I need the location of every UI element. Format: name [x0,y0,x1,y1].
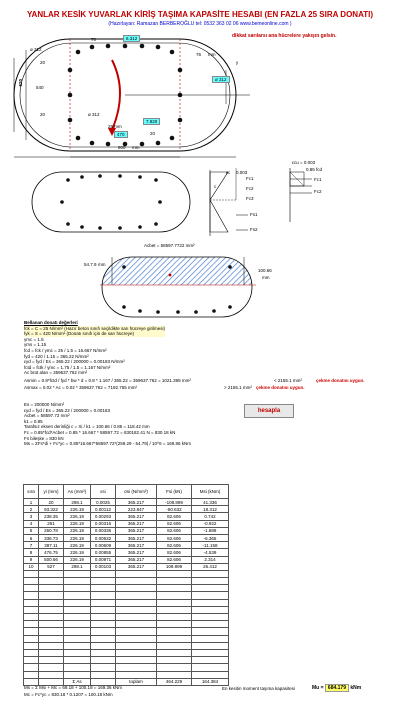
table-cell: 0.00316 [91,520,116,527]
table-cell: 9 [24,556,39,563]
calc-line-7: Ms = ΣFs*di + Fc*yc = 0.85*16.667*58597.72*(259.29 - 54.79) / 10^6 = 169.86 kNm [24,441,191,447]
cross-section-drawing [0,30,400,160]
table-cell: 238.35 [39,513,64,520]
table-cell: 226.19 [64,506,91,513]
dim-h520: 520 [17,79,23,87]
author-line: (Hazırlayan: Ramazan BERBEROĞLU tel: 0532 363 02 06 www.bemeonline.com ) [108,21,292,27]
strain-right-1: 0.85 fcd [306,167,323,172]
input-line-4: fcd = fck / γmc = 25 / 1.5 = 16.667 N/mm² [24,347,107,353]
compressed-area-label: Acbet = 58597.7722 mm² [144,243,195,248]
table-cell: 82.606 [157,556,192,563]
table-row [24,534,229,541]
table-cell: 226.19 [64,520,91,527]
compressed-right-val: 100.66 [258,268,272,273]
dim-phi-tl: ø 312 [30,47,42,52]
mu-value: 684.179 [325,684,349,692]
strain-fs1: Fs1 [250,212,258,217]
check2-right: > 2155.1 mm² [224,385,252,390]
table-row-empty [24,664,229,671]
dim-bot2: 7.820 [143,118,160,125]
table-cell: 4 [24,520,39,527]
table-cell: 2 [24,506,39,513]
table-cell: 82.606 [157,549,192,556]
table-cell: -1.688 [192,527,229,534]
table-cell: 365.217 [116,520,157,527]
table-row [24,549,229,556]
calc-line-1: εyd = fyd / Es = 365.22 / 200000 = 0.00183 [24,407,110,413]
table-cell: 226.19 [64,513,91,520]
table-cell: 93.322 [39,506,64,513]
bottom-line-1: Ms = Σ Msi + Mc = 69.18 + 100.18 = 169.36 kNm [24,685,122,690]
results-table [23,484,229,686]
table-row-empty [24,671,229,678]
strain-right-0: εcu = 0.003 [292,160,316,165]
inputs-heading: Bellanan donatı değerleri [24,320,78,325]
table-header-row [24,485,229,499]
dim-total-width: 800 [118,145,126,150]
table-cell: 0.00855 [91,549,116,556]
dim-total-unit: mm [132,145,140,150]
table-cell: 0.00336 [91,527,116,534]
calc-line-6: Fs bileşke = 830 kN [24,435,64,441]
table-row-empty [24,592,229,599]
table-row-empty [24,649,229,656]
table-cell: 0.00532 [91,534,116,541]
calc-section [24,402,191,447]
calc-line-0: Es = 200000 N/mm² [24,402,65,407]
dim-left2: 540 [36,85,44,90]
strain-eps-unit: εc [226,170,231,175]
dim-left1: 20 [40,60,46,65]
table-cell: 387.11 [39,542,64,549]
input-line-2: γmc = 1.5 [24,336,44,342]
input-line-1[interactable]: fyk = S = 420 N/mm² (Donatı sınıfı için de sarı hücreye) [24,331,165,337]
table-row-empty [24,585,229,592]
check1-right: < 2155.1 mm² [274,378,302,383]
table-row-empty [24,642,229,649]
compressed-zone-drawing [0,245,400,325]
table-cell: 0.00112 [91,506,116,513]
dim-left3: 20 [40,112,46,117]
calc-line-3: k1 = 0.85 [24,418,43,424]
table-cell: 10 [24,563,39,570]
input-line-3: γms = 1.15 [24,342,47,348]
input-line-5: fyd = 420 / 1.15 = 365.22 N/mm² [24,353,89,359]
dim-bot1: ø 312 [88,112,100,117]
input-line-8: Ac brüt alan = 359637.762 mm² [24,370,88,376]
dim-bot3: 25 mm [108,124,122,129]
strain-fs2: Fs2 [250,227,258,232]
input-line-6: εyd = fyd / Es = 365.22 / 200000 = 0.00183 N/mm² [24,359,125,365]
input-line-0[interactable]: fck = C = 25 N/mm² (Hazır beton sınıfı seçildikte sarı hücreye girilmesi) [24,325,166,331]
strain-fc3: Fc3 [246,196,254,201]
table-cell: 223.847 [116,506,157,513]
table-cell: 82.606 [157,513,192,520]
col-header: σsi (N/mm²) [116,485,157,499]
table-cell: 8 [24,549,39,556]
table-cell: 298.1 [64,563,91,570]
check1-ok: çekme donatısı uygun. [316,378,365,383]
dim-d76: 76 [196,52,202,57]
footer-fs: 464.229 [157,678,192,685]
table-cell: 298.1 [64,499,91,506]
table-cell: -108.899 [157,499,192,506]
compressed-depth: 54.7.9 [84,262,97,267]
table-row [24,556,229,563]
table-cell: 226.19 [64,556,91,563]
table-cell: 108.899 [157,563,192,570]
check1-left: Asmin = 0.8*fctd / fyd * bw * d = 0.8 * 1.167 / 365.22 = 359637.762 = 1021.399 mm² [24,378,191,383]
table-row [24,520,229,527]
dim-top-width: 6.312 [123,35,140,42]
table-row-empty [24,578,229,585]
table-row [24,563,229,570]
table-cell: 476.75 [39,549,64,556]
table-cell: 365.217 [116,513,157,520]
bottom-line-2: Mc = Fc*yc = 830.18 * 0.1207 = 100.18 kNm [24,692,113,697]
input-line-7: fctd = fctk / γmc = 1.75 / 1.5 = 1.167 N/mm² [24,364,111,370]
table-cell: -50.632 [157,506,192,513]
mu-result [312,684,361,692]
table-cell: 365.217 [116,499,157,506]
check2-left: Asmax = 0.02 * Ac = 0.02 * 359637.762 = 7192.755 mm² [24,385,137,390]
table-cell: 82.606 [157,520,192,527]
table-row-empty [24,635,229,642]
table-cell: 3 [24,513,39,520]
warning-note: dikkat sarılarsı ana hücrelere yakışın gelsin. [232,33,337,39]
table-cell: 500.66 [39,556,64,563]
table-cell: 365.217 [116,549,157,556]
mu-label: Mu = [312,685,324,691]
col-header: As (mm²) [64,485,91,499]
table-cell: 2.314 [192,556,229,563]
table-row [24,542,229,549]
dim-d70: 70 [91,37,97,42]
compressed-depth-unit: mm [98,262,106,267]
table-cell: 527 [39,563,64,570]
dim-bot5: 20 [150,131,156,136]
table-cell: 0.00609 [91,542,116,549]
table-cell: 260.78 [39,527,64,534]
table-row-empty [24,614,229,621]
footer-total-label: toplam [116,678,157,685]
table-cell: 26.412 [192,563,229,570]
dim-bot4: 470 [114,131,128,138]
table-body [24,499,229,679]
table-cell: 226.19 [64,534,91,541]
table-cell: 82.606 [157,534,192,541]
table-cell: 6 [24,534,39,541]
table-cell: 0.00103 [91,563,116,570]
strain-c: c [214,184,217,189]
table-row-empty [24,628,229,635]
check2-ok: çekme donatısı uygun. [256,385,305,390]
table-cell: 226.19 [64,549,91,556]
col-header: Fsi (kN) [157,485,192,499]
table-cell: -4.539 [192,549,229,556]
strain-right-2: Fc1 [314,177,322,182]
table-cell: 41.336 [192,499,229,506]
strain-diagram [0,160,400,240]
footer-ms: 164.384 [192,678,229,685]
table-cell: 5 [24,527,39,534]
compressed-right-unit: mm [262,275,270,280]
strain-fc1: Fc1 [246,176,254,181]
table-cell: 365.217 [116,542,157,549]
table-cell: 0.742 [192,513,229,520]
table-cell: 82.606 [157,527,192,534]
table-row [24,527,229,534]
table-cell: 0.0025 [91,499,116,506]
page-title: YANLAR KESİK YUVARLAK KİRİŞ TAŞIMA KAPASİTE HESABI (EN FAZLA 25 SIRA DONATI) [26,10,374,19]
table-cell: 226.19 [64,527,91,534]
strain-right-3: Fc2 [314,189,322,194]
table-row [24,513,229,520]
moment-label: En kesitin moment taşıma kapasitesi [222,686,296,691]
table-cell: 18.312 [192,506,229,513]
footer-sum-as: Σ As [64,678,91,685]
table-row-empty [24,657,229,664]
strain-fc2: Fc2 [246,186,254,191]
curve-arrow [112,60,120,130]
table-cell: -11.158 [192,542,229,549]
col-header: yi (mm) [39,485,64,499]
calculate-button[interactable]: hesapla [244,404,294,418]
table-cell: 82.606 [157,542,192,549]
table-cell: 0.00971 [91,556,116,563]
col-header: sıra [24,485,39,499]
table-cell: -0.922 [192,520,229,527]
table-cell: 251 [39,520,64,527]
table-cell: 1 [24,499,39,506]
table-row-empty [24,599,229,606]
table-row [24,506,229,513]
table-cell: -6.365 [192,534,229,541]
table-cell: 365.217 [116,534,157,541]
table-cell: 365.217 [116,556,157,563]
inputs-section [24,320,165,376]
table-cell: 226.19 [64,542,91,549]
table-cell: 7 [24,542,39,549]
table-cell: 365.217 [116,563,157,570]
table-row-empty [24,621,229,628]
col-header: εsi [91,485,116,499]
table-cell: 0.00293 [91,513,116,520]
table-cell: 20 [39,499,64,506]
dim-mm: mm [208,52,216,57]
calc-line-2: Acbet = 58597.72 mm² [24,413,70,419]
dim-y-axis: y [236,60,239,65]
calc-line-4: Tarafsız eksen derinliği c = Xi / k1 = 100.66 / 0.85 = 118.42 mm [24,424,150,430]
table-row [24,499,229,506]
bottom-summary [24,684,122,698]
calc-line-5: Fc = 0.85*fcd*Acbet = 0.85 * 16.667 * 58597.72 = 830182.41 N = 830.18 kN [24,429,176,435]
dim-right-label: ø 312 [212,76,230,83]
table-row-empty [24,606,229,613]
table-cell: 365.217 [116,527,157,534]
strain-eps-top: 0.003 [236,170,248,175]
table-cell: 336.73 [39,534,64,541]
table-row-empty [24,570,229,577]
mu-unit: kNm [350,685,362,691]
col-header: Msi (kNm) [192,485,229,499]
